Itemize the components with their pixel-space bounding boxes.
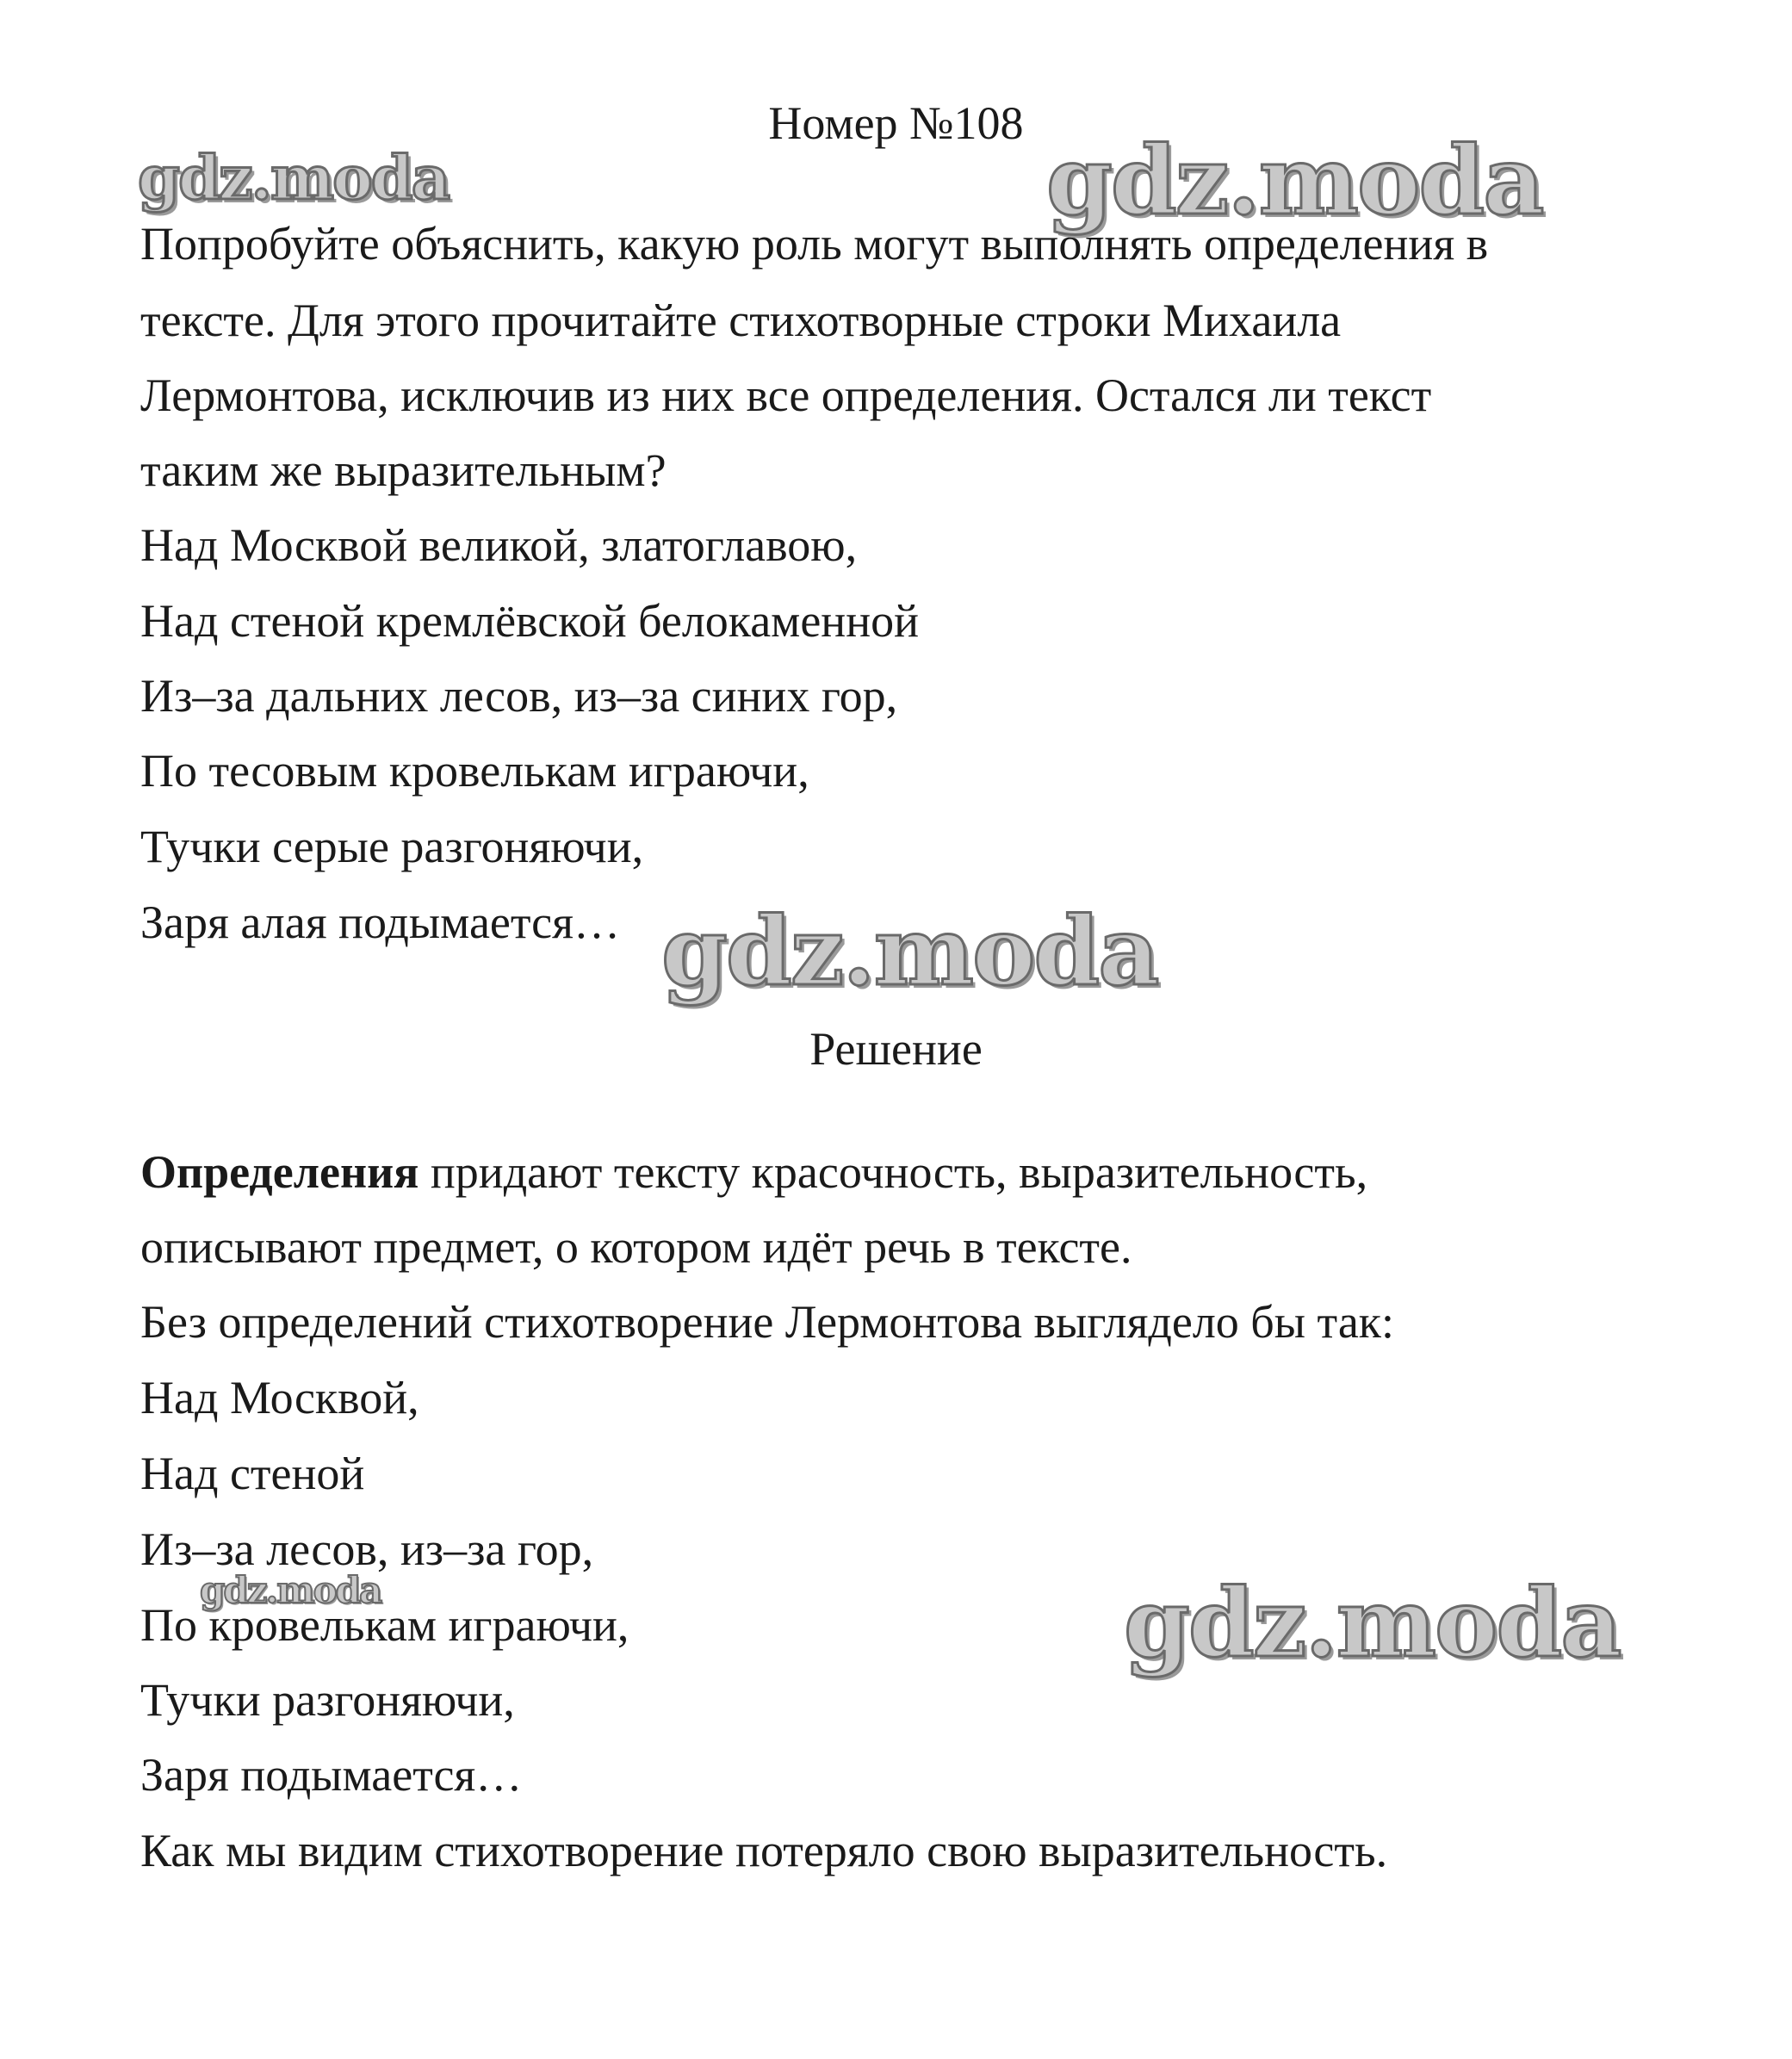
watermark: gdz.moda xyxy=(661,896,1158,1007)
solution-text: придают тексту красочность, выразительность, xyxy=(419,1146,1368,1198)
term-definitions: Определения xyxy=(140,1146,419,1198)
task-line: тексте. Для этого прочитайте стихотворные строки Михаила xyxy=(140,295,1342,346)
task-line: таким же выразительным? xyxy=(140,444,667,496)
stripped-poem-line: Над Москвой, xyxy=(140,1372,419,1423)
stripped-poem-line: Из–за лесов, из–за гор, xyxy=(140,1523,594,1575)
poem-line: Над стеной кремлёвской белокаменной xyxy=(140,595,919,647)
stripped-poem-line: По кровелькам играючи, xyxy=(140,1599,629,1651)
stripped-poem-line: Заря подымается… xyxy=(140,1749,523,1801)
page-title: Номер №108 xyxy=(768,97,1024,149)
watermark: gdz.moda xyxy=(200,1569,381,1611)
solution-conclusion: Как мы видим стихотворение потеряло свою выразительность. xyxy=(140,1825,1388,1876)
solution-heading: Решение xyxy=(809,1023,983,1075)
stripped-poem-line: Тучки разгоняючи, xyxy=(140,1674,515,1726)
poem-line: Над Москвой великой, златоглавою, xyxy=(140,519,858,571)
poem-line: Тучки серые разгоняючи, xyxy=(140,821,644,872)
solution-line: Без определений стихотворение Лермонтова выглядело бы так: xyxy=(140,1296,1395,1348)
task-line: Попробуйте объяснить, какую роль могут выполнять определения в xyxy=(140,218,1489,270)
watermark: gdz.moda xyxy=(138,142,450,214)
watermark: gdz.moda xyxy=(1124,1567,1621,1678)
poem-line: Заря алая подымается… xyxy=(140,896,620,948)
poem-line: По тесовым кровелькам играючи, xyxy=(140,745,809,797)
solution-line: описывают предмет, о котором идёт речь в тексте. xyxy=(140,1221,1132,1273)
watermark: gdz.moda xyxy=(1046,125,1543,236)
task-line: Лермонтова, исключив из них все определения. Остался ли текст xyxy=(140,369,1432,421)
poem-line: Из–за дальних лесов, из–за синих гор, xyxy=(140,670,898,722)
stripped-poem-line: Над стеной xyxy=(140,1448,365,1499)
solution-line xyxy=(140,1142,1690,1202)
